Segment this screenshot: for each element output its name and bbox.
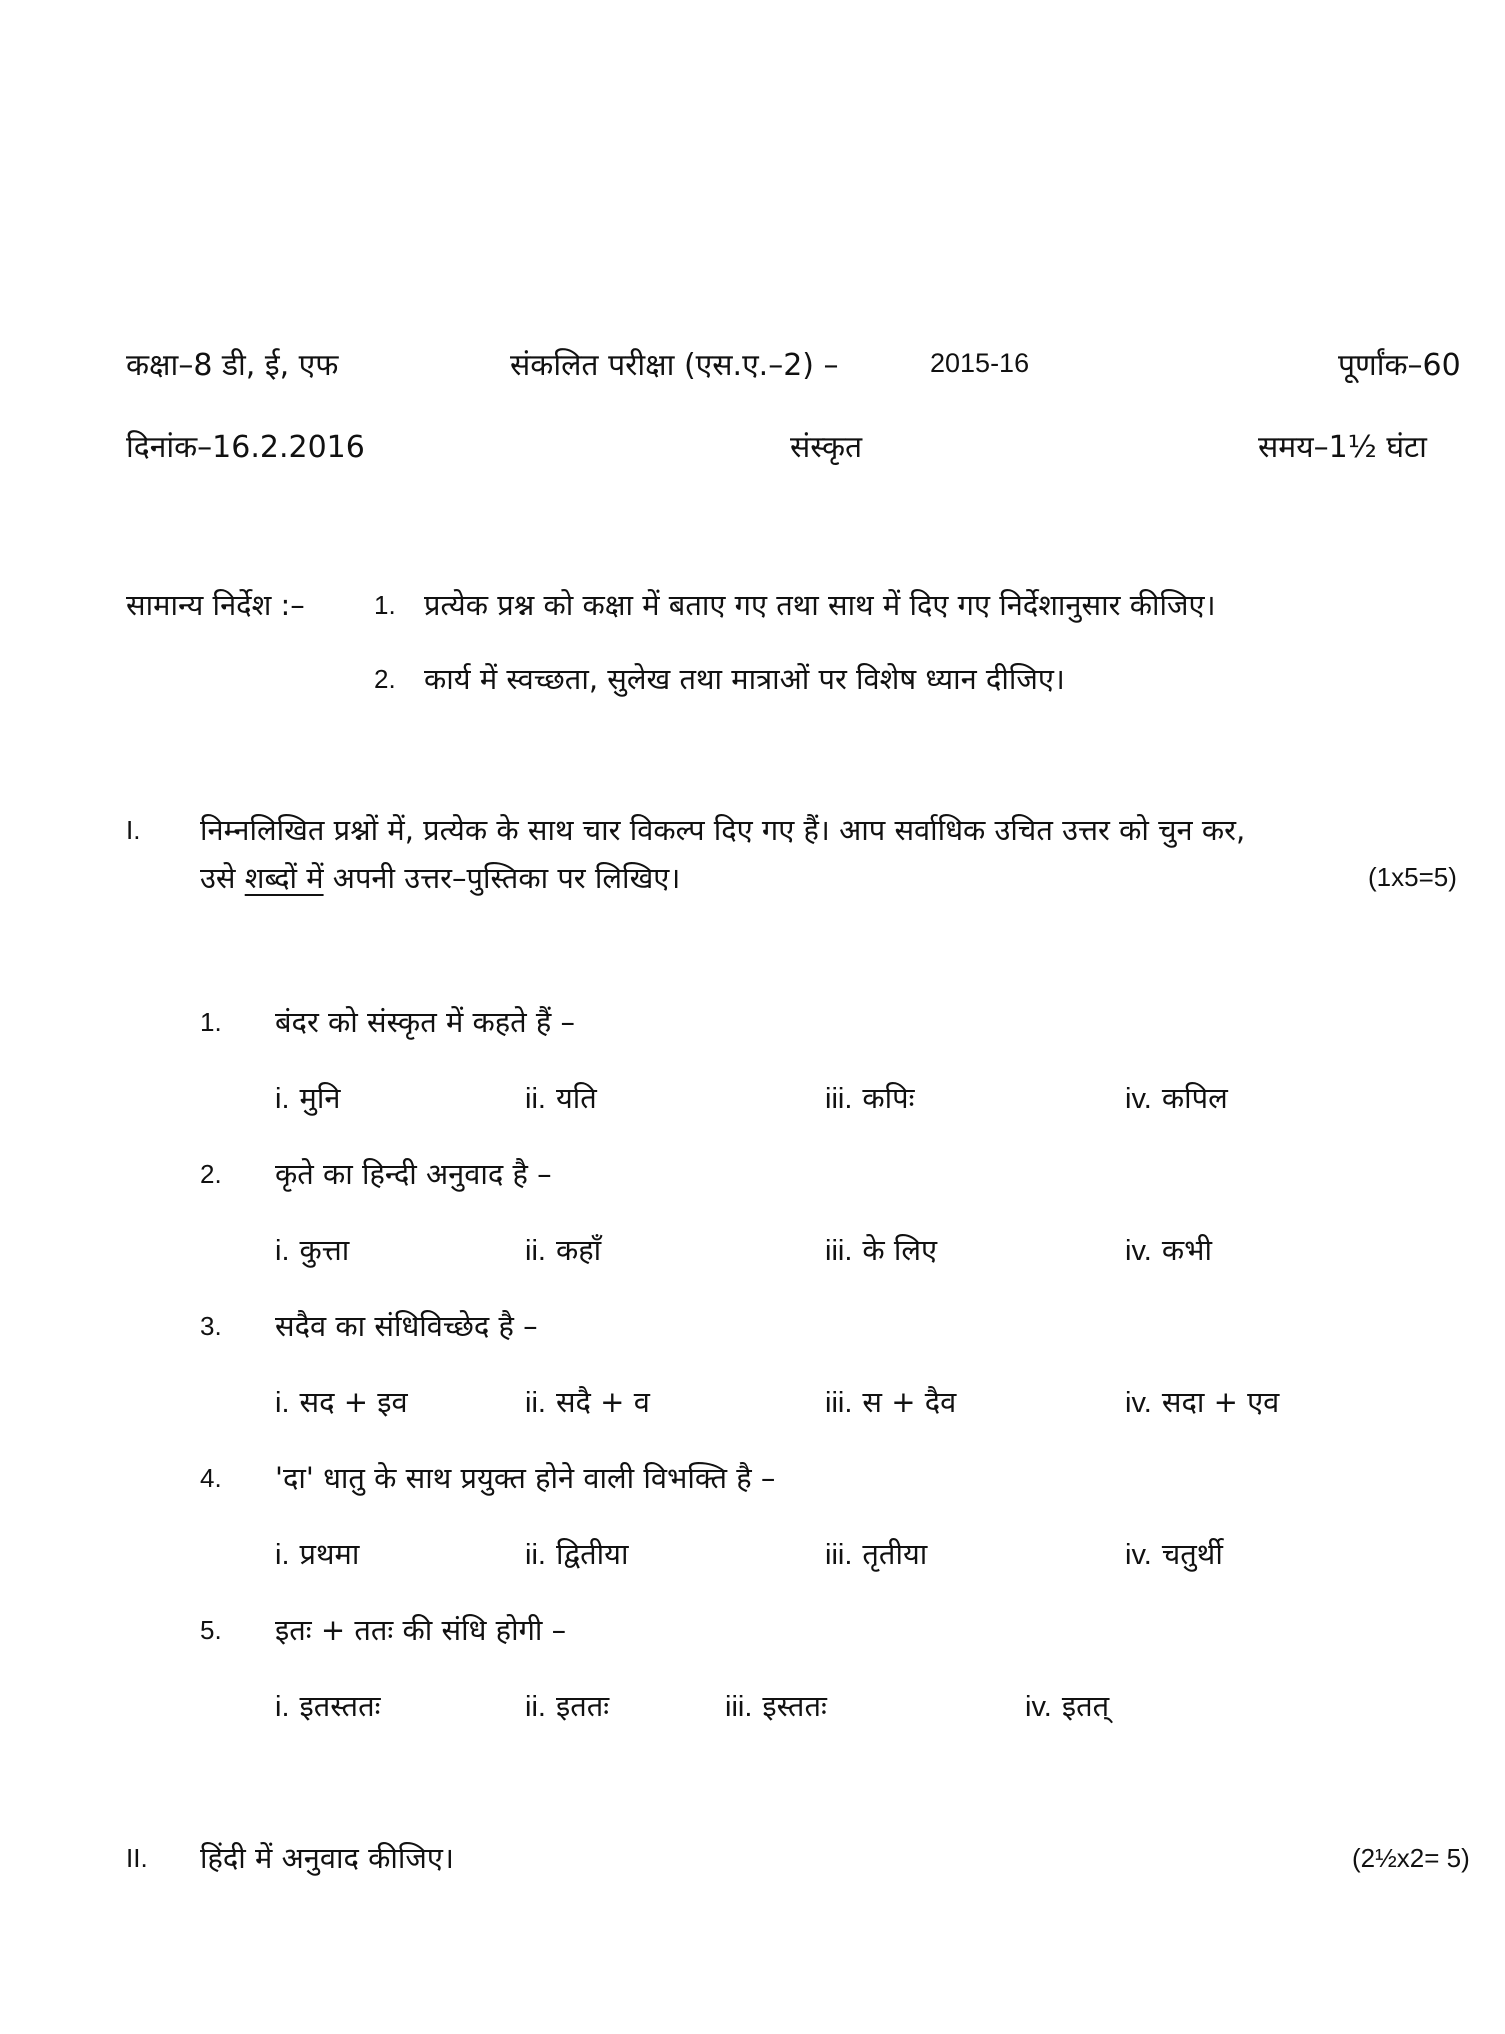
option-text: कपिल — [1161, 1081, 1228, 1115]
option-text: सदा + एव — [1161, 1385, 1280, 1419]
option — [275, 1078, 340, 1117]
option-label: ii. — [525, 1539, 546, 1571]
underlined-text: शब्दों में — [244, 861, 324, 895]
option-text: सद + इव — [299, 1385, 408, 1419]
option-text: द्वितीया — [555, 1537, 629, 1571]
section-number: I. — [126, 815, 141, 845]
question-text: कृते का हिन्दी अनुवाद है – — [275, 1157, 552, 1191]
option-label: iii. — [825, 1387, 853, 1419]
option — [725, 1686, 827, 1725]
option — [525, 1382, 650, 1421]
option-label: iv. — [1125, 1083, 1152, 1115]
option — [1025, 1686, 1109, 1725]
section-marks: (1x5=5) — [1368, 862, 1457, 892]
option — [1125, 1078, 1228, 1117]
instructions-label: सामान्य निर्देश :– — [126, 588, 305, 622]
section-instruction-line1: निम्नलिखित प्रश्नों में, प्रत्येक के साथ चार विकल्प दिए गए हैं। आप सर्वाधिक उचित उत्तर को चुन कर, — [200, 813, 1246, 847]
option-text: मुनि — [299, 1081, 341, 1115]
question-text: इतः + ततः की संधि होगी – — [275, 1613, 567, 1647]
option-text: इतस्ततः — [299, 1689, 381, 1723]
option-label: i. — [275, 1691, 290, 1723]
question-text: सदैव का संधिविच्छेद है – — [275, 1309, 538, 1343]
question-number: 4. — [200, 1463, 222, 1493]
option — [525, 1078, 597, 1117]
option — [1125, 1382, 1279, 1421]
class-label: कक्षा–8 डी, ई, एफ — [126, 348, 339, 383]
option — [825, 1230, 937, 1269]
option-text: तृतीया — [862, 1537, 928, 1571]
option-label: iii. — [725, 1691, 753, 1723]
section-marks: (2½x2= 5) — [1352, 1843, 1470, 1873]
exam-year: 2015-16 — [930, 348, 1030, 378]
section-instruction: हिंदी में अनुवाद कीजिए। — [200, 1841, 454, 1875]
option-text: इस्ततः — [762, 1689, 827, 1723]
instruction-number: 2. — [374, 664, 396, 694]
option-text: कपिः — [862, 1081, 915, 1115]
subject: संस्कृत — [790, 430, 863, 465]
option-text: चतुर्थी — [1161, 1537, 1223, 1571]
option-text: सदै + व — [555, 1385, 650, 1419]
instruction-number: 1. — [374, 590, 396, 620]
option — [275, 1230, 349, 1269]
option-label: ii. — [525, 1387, 546, 1419]
option-text: यति — [555, 1081, 597, 1115]
option-label: ii. — [525, 1235, 546, 1267]
option-label: iv. — [1125, 1539, 1152, 1571]
option-text: स + दैव — [862, 1385, 957, 1419]
exam-time: समय–1½ घंटा — [1258, 430, 1427, 465]
option-label: iii. — [825, 1235, 853, 1267]
option-text: कभी — [1161, 1233, 1213, 1267]
option — [275, 1382, 408, 1421]
option-label: iv. — [1125, 1235, 1152, 1267]
option — [275, 1534, 359, 1573]
option-label: ii. — [525, 1083, 546, 1115]
option-label: iii. — [825, 1539, 853, 1571]
instruction-text: प्रत्येक प्रश्न को कक्षा में बताए गए तथा साथ में दिए गए निर्देशानुसार कीजिए। — [424, 588, 1216, 622]
exam-date: दिनांक–16.2.2016 — [126, 430, 365, 465]
option-label: i. — [275, 1387, 290, 1419]
option — [525, 1230, 601, 1269]
option — [825, 1534, 927, 1573]
option-text: के लिए — [862, 1233, 938, 1267]
option-text: कहाँ — [555, 1233, 602, 1267]
question-number: 3. — [200, 1311, 222, 1341]
exam-title: संकलित परीक्षा (एस.ए.–2) – — [510, 348, 839, 383]
option-label: iii. — [825, 1083, 853, 1115]
option — [825, 1382, 956, 1421]
option-label: i. — [275, 1539, 290, 1571]
option-label: i. — [275, 1235, 290, 1267]
option-label: iv. — [1125, 1387, 1152, 1419]
question-number: 1. — [200, 1007, 222, 1037]
text: उसे — [200, 861, 245, 895]
section-instruction-line2 — [200, 858, 680, 897]
option — [525, 1686, 609, 1725]
option — [1125, 1534, 1223, 1573]
instruction-text: कार्य में स्वच्छता, सुलेख तथा मात्राओं पर विशेष ध्यान दीजिए। — [424, 662, 1065, 696]
option — [275, 1686, 380, 1725]
option-label: i. — [275, 1083, 290, 1115]
question-text: बंदर को संस्कृत में कहते हैं – — [275, 1005, 576, 1039]
option — [825, 1078, 915, 1117]
option — [1125, 1230, 1212, 1269]
section-number: II. — [126, 1843, 148, 1873]
option-text: कुत्ता — [299, 1233, 350, 1267]
question-number: 5. — [200, 1615, 222, 1645]
max-marks: पूर्णांक–60 — [1338, 348, 1461, 383]
question-number: 2. — [200, 1159, 222, 1189]
option-text: प्रथमा — [299, 1537, 360, 1571]
question-text: 'दा' धातु के साथ प्रयुक्त होने वाली विभक्ति है – — [275, 1461, 776, 1495]
option-label: ii. — [525, 1691, 546, 1723]
option-text: इतत् — [1061, 1689, 1110, 1723]
option — [525, 1534, 629, 1573]
text: अपनी उत्तर–पुस्तिका पर लिखिए। — [323, 861, 681, 895]
option-label: iv. — [1025, 1691, 1052, 1723]
option-text: इततः — [555, 1689, 610, 1723]
